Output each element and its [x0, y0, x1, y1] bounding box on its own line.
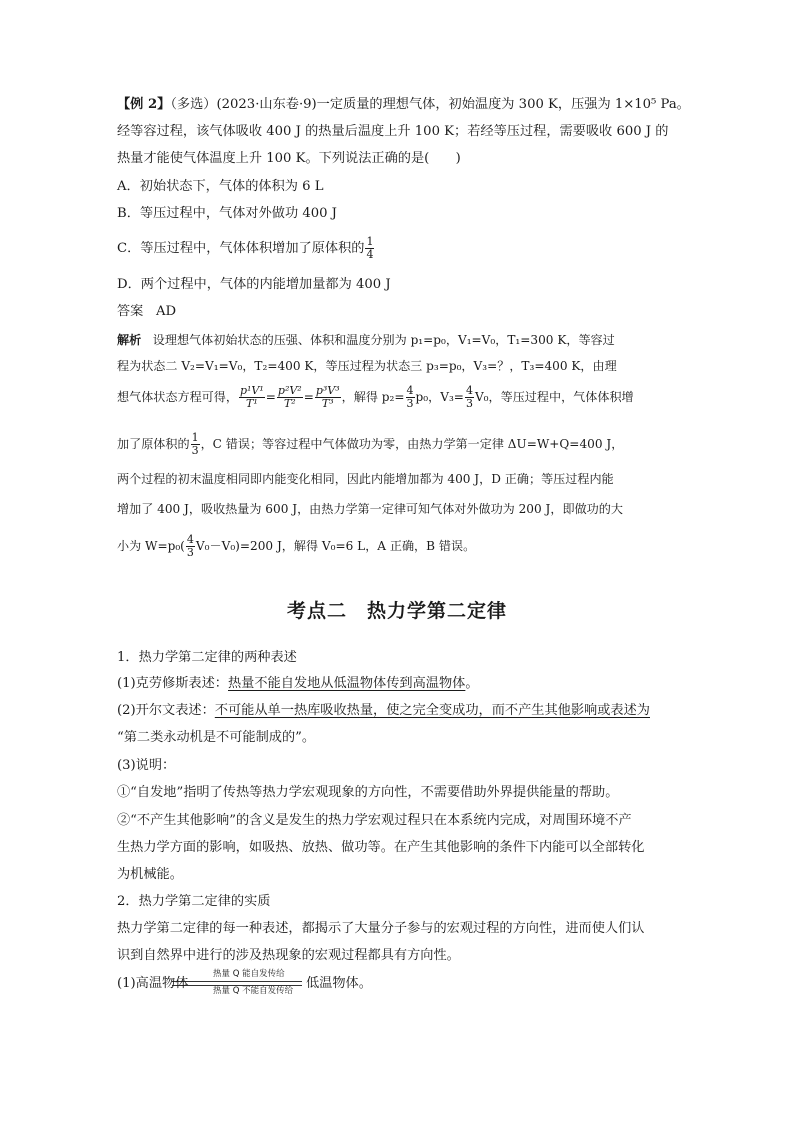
fraction-four-thirds-b: [465, 385, 474, 410]
clausius-end: 。: [465, 676, 479, 691]
fraction-denominator: T¹: [245, 397, 258, 410]
clausius-text: 热量不能自发地从低温物体传到高温物体: [228, 676, 466, 691]
analysis-line-4: [117, 432, 623, 457]
arrow-label-top: 热量 Q 能自发传给: [213, 969, 285, 979]
fraction-numerator: 4: [406, 384, 414, 397]
fraction-state-3: [315, 385, 341, 410]
kelvin-label: (2)开尔文表述：: [117, 703, 215, 718]
arrow-label-bottom: 热量 Q 不能自发传给: [213, 986, 294, 996]
answer-line: [117, 303, 176, 321]
analysis-text-7b: V₀－V₀)=200 J，解得 V₀=6 L，A 正确，B 错误。: [195, 539, 476, 553]
essence-line-1: 热力学第二定律的每一种表述，都揭示了大量分子参与的宏观过程的方向性，进而使人们认: [117, 921, 645, 936]
fraction-state-2: [277, 385, 303, 410]
example-text-1: （多选）(2023·山东卷·9)一定质量的理想气体，初始温度为 300 K，压强为 1×10⁵ Pa。: [170, 97, 690, 112]
point-1-title: 1．热力学第二定律的两种表述: [117, 650, 297, 665]
arrow-line-forward: [172, 981, 302, 982]
option-c: [117, 236, 375, 261]
option-b: B．等压过程中，气体对外做功 400 J: [117, 206, 337, 221]
example-line-1: [117, 96, 690, 114]
point-2-title: 2．热力学第二定律的实质: [117, 894, 271, 909]
analysis-text-3d: V₀，等压过程中，气体体积增: [474, 390, 634, 404]
clausius-statement: [117, 675, 479, 693]
fraction-denominator: 4: [366, 248, 374, 261]
clausius-label: (1)克劳修斯表述：: [117, 676, 228, 691]
analysis-text-3b: ，解得 p₂=: [341, 390, 405, 404]
fraction-numerator: 4: [186, 533, 194, 546]
fraction-numerator: p¹V¹: [239, 384, 264, 397]
kelvin-statement: [117, 702, 650, 720]
analysis-line-7: [117, 534, 475, 559]
fraction-four-thirds-c: [186, 534, 195, 559]
essence-line-2: 识到自然界中进行的涉及热现象的宏观过程都具有方向性。: [117, 948, 460, 963]
fraction-denominator: 3: [406, 397, 414, 410]
fraction-one-quarter: [365, 236, 374, 261]
option-c-text: C．等压过程中，气体体积增加了原体积的: [117, 241, 365, 256]
example-line-2: 经等容过程，该气体吸收 400 J 的热量后温度上升 100 K；若经等压过程，需要吸收 600 J 的: [117, 124, 669, 139]
analysis-line-5: 两个过程的初末温度相同即内能变化相同，因此内能增加都为 400 J，D 正确；等压过程内能: [117, 472, 614, 486]
fraction-numerator: 1: [366, 235, 374, 248]
analysis-text-1: 设理想气体初始状态的压强、体积和温度分别为 p₁=p₀，V₁=V₀，T₁=300 K，等容过: [152, 333, 615, 347]
fraction-numerator: 4: [465, 384, 473, 397]
analysis-text-3c: p₀，V₃=: [415, 390, 464, 404]
equals-sign: =: [265, 390, 276, 404]
kelvin-text: 不可能从单一热库吸收热量，使之完全变成功，而不产生其他影响或表述为: [214, 703, 650, 718]
fraction-state-1: [239, 385, 265, 410]
analysis-line-2: 程为状态二 V₂=V₁=V₀，T₂=400 K，等压过程为状态三 p₃=p₀，V₃=？，T₃=400 K，由理: [117, 359, 617, 373]
note-2-line-1: ②“不产生其他影响”的含义是发生的热力学宏观过程只在本系统内完成，对周围环境不产: [117, 813, 632, 828]
analysis-line-6: 增加了 400 J，吸收热量为 600 J，由热力学第一定律可知气体对外做功为 200 J，即做功的大: [117, 502, 623, 516]
note-title: (3)说明：: [117, 758, 176, 773]
analysis-text-4a: 加了原体积的: [117, 437, 190, 451]
example-heat-flow-left: (1)高温物体: [117, 976, 189, 991]
kelvin-statement-line-2: “第二类永动机是不可能制成的”。: [117, 730, 316, 745]
fraction-denominator: 3: [465, 397, 473, 410]
analysis-line-1: [117, 331, 615, 349]
analysis-text-3a: 想气体状态方程可得，: [117, 390, 238, 404]
fraction-numerator: 1: [191, 431, 199, 444]
fraction-denominator: 3: [186, 546, 194, 559]
analysis-text-7a: 小为 W=p₀(: [117, 539, 185, 553]
answer-value: AD: [155, 304, 177, 319]
analysis-label: 解析: [117, 333, 142, 347]
note-2-line-2: 生热力学方面的影响，如吸热、放热、做功等。在产生其他影响的条件下内能可以全部转化: [117, 840, 645, 855]
fraction-denominator: T²: [283, 397, 296, 410]
fraction-denominator: T³: [321, 397, 334, 410]
answer-label: 答案: [117, 304, 144, 319]
analysis-line-3: [117, 385, 634, 410]
example-heat-flow-right: 低温物体。: [306, 976, 372, 991]
equals-sign: =: [303, 390, 314, 404]
fraction-one-third: [191, 432, 200, 457]
fraction-four-thirds-a: [406, 385, 415, 410]
analysis-text-4b: ，C 错误；等容过程中气体做功为零，由热力学第一定律 ΔU=W+Q=400 J，: [200, 437, 624, 451]
option-d: D．两个过程中，气体的内能增加量都为 400 J: [117, 277, 391, 292]
example-line-3: 热量才能使气体温度上升 100 K。下列说法正确的是( ): [117, 151, 461, 166]
note-2-line-3: 为机械能。: [117, 867, 183, 882]
fraction-numerator: p²V²: [277, 384, 302, 397]
fraction-numerator: p³V³: [315, 384, 340, 397]
section-title: 考点二 热力学第二定律: [286, 600, 507, 622]
example-tag: 【例 2】: [117, 97, 171, 112]
note-1: ①“自发地”指明了传热等热力学宏观现象的方向性，不需要借助外界提供能量的帮助。: [117, 785, 619, 800]
option-a: A．初始状态下，气体的体积为 6 L: [117, 179, 324, 194]
fraction-denominator: 3: [191, 444, 199, 457]
